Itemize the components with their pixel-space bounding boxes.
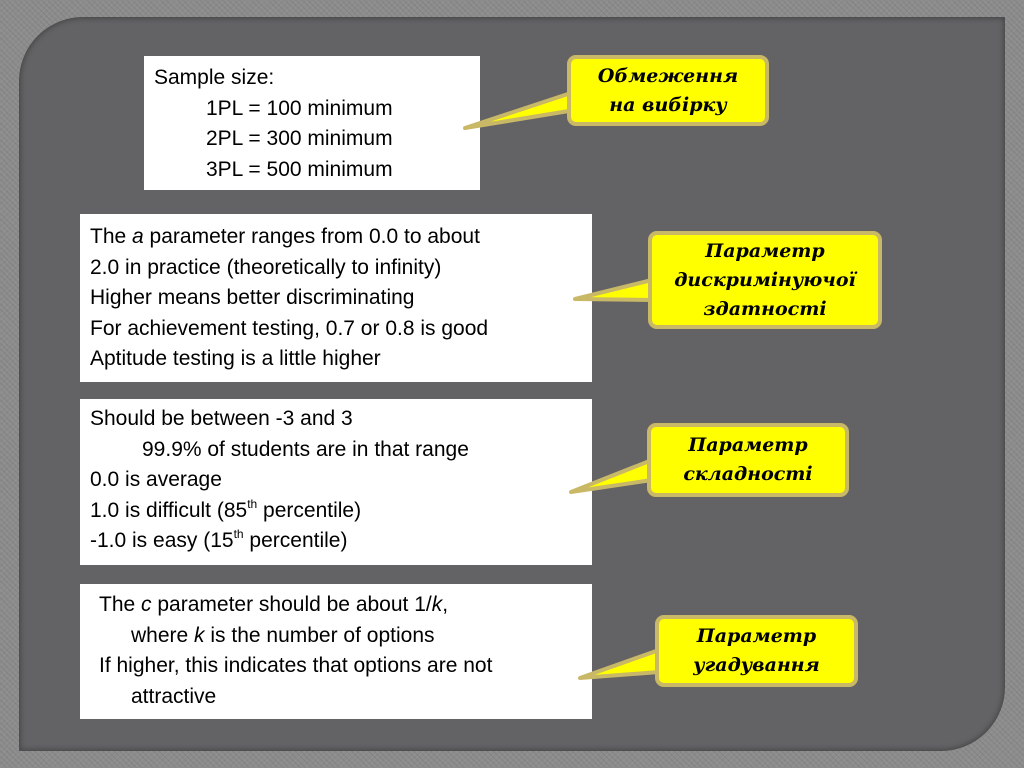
b-param-line-3: 0.0 is average [90,468,222,491]
b-param-line-5-post: percentile) [243,529,348,552]
c-param-line-1-post: , [442,593,449,616]
callout-2-line-2: дискримінуючої [674,268,856,291]
callout-3-line-1: Параметр [688,434,808,456]
a-param-line-1 [90,222,582,253]
k-symbol-2: k [194,623,205,647]
b-param-line-2: 99.9% of students are in that range [142,437,469,461]
callout-4-text [693,622,820,680]
callout-1-line-2: на вибірку [609,93,727,116]
b-param-line-5-sup: th [233,527,244,541]
b-param-line-5-pre: -1.0 is easy (15 [90,529,234,552]
callout-4-line-1: Параметр [696,625,817,647]
a-param-line-3: Higher means better discriminating [90,286,415,309]
b-parameter-box [80,399,592,565]
c-param-line-3: If higher, this indicates that options are not [99,654,493,677]
callout-guessing-parameter [655,615,858,687]
a-param-line-4: For achievement testing, 0.7 or 0.8 is good [90,316,489,340]
sample-size-3pl: 3PL = 500 minimum [206,157,393,181]
callout-1-text [598,62,738,120]
b-param-line-4-post: percentile) [257,498,362,522]
b-param-line-5 [90,526,582,557]
a-param-line-1-pre: The [90,225,133,248]
b-param-line-1: Should be between -3 and 3 [90,407,353,430]
callout-2-text [674,237,856,324]
a-param-line-1-post: parameter ranges from 0.0 to about [143,225,480,248]
callout-sample-restriction [567,55,769,126]
c-param-line-4: attractive [131,684,217,708]
b-param-line-4 [90,496,582,527]
sample-size-2pl: 2PL = 300 minimum [206,127,393,150]
callout-2-line-1: Параметр [705,239,825,262]
c-param-line-1-pre: The [99,593,142,616]
callout-2-line-3: здатності [703,297,827,320]
callout-1-line-1: Обмеження [597,64,739,87]
sample-size-title: Sample size: [154,66,275,89]
c-param-line-1 [99,590,582,621]
c-param-symbol: c [141,593,152,616]
sample-size-box [144,56,480,190]
c-param-line-2-post: is the number of options [204,623,435,647]
callout-3-text [683,431,812,489]
c-param-line-2 [99,621,582,652]
b-param-line-4-pre: 1.0 is difficult (85 [90,498,248,522]
c-parameter-box [80,584,592,719]
b-param-line-4-sup: th [247,496,258,511]
a-param-line-2: 2.0 in practice (theoretically to infinity) [90,255,442,279]
k-symbol: k [431,593,443,616]
callout-4-line-2: угадування [693,654,820,676]
a-param-symbol: a [132,225,144,248]
c-param-line-2-pre: where [131,623,195,647]
a-param-line-5: Aptitude testing is a little higher [90,347,381,370]
callout-3-line-2: складності [683,463,813,485]
sample-size-1pl: 1PL = 100 minimum [206,96,393,120]
a-parameter-box [80,214,592,382]
callout-discrimination-parameter [648,231,882,329]
callout-difficulty-parameter [647,423,849,497]
c-param-line-1-mid: parameter should be about 1/ [151,593,432,616]
